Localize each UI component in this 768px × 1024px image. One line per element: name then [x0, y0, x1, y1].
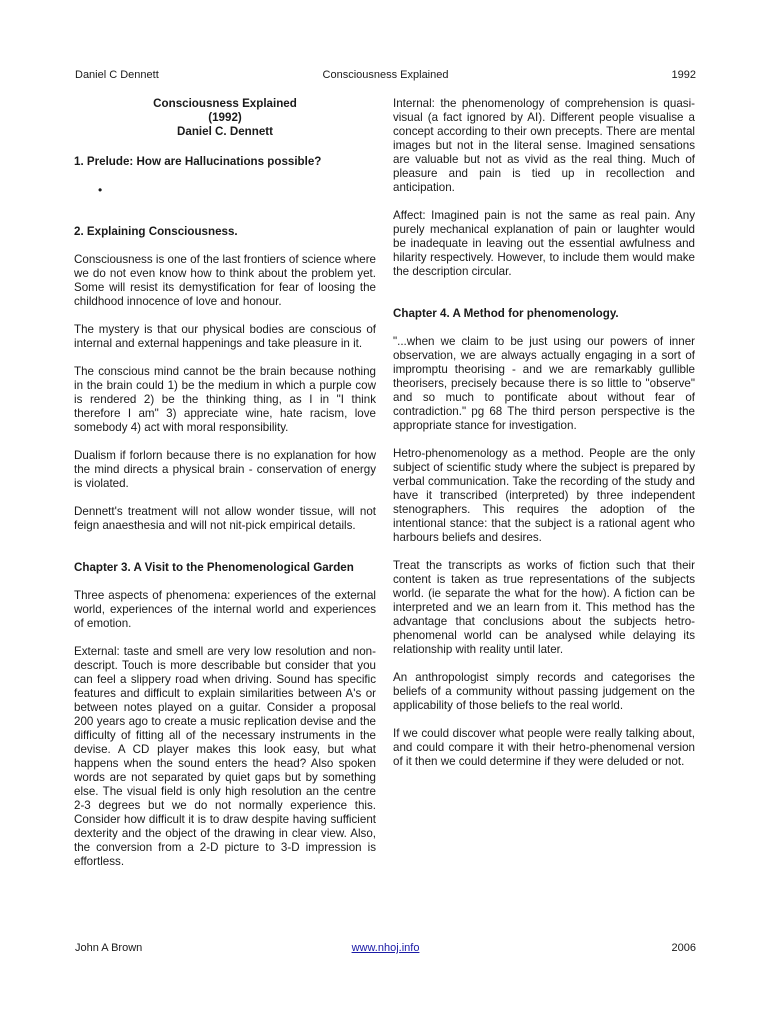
page-header	[75, 67, 696, 83]
paragraph-9: Affect: Imagined pain is not the same as real pain. Any purely mechanical explanation of pain or laughter would be inadequate in leaving out the essential awfulness and hilarity respectively. However, to include them would make the description circular.	[393, 209, 695, 278]
paragraph-8: Internal: the phenomenology of comprehension is quasi-visual (a fact ignored by AI). Different people visualise a concept according to their own precepts. There are mental images but not in the literal sense. Imagined sensations are valuable but not as vivid as the real thing. Much of pleasure and pain is tied up in recollection and anticipation.	[393, 97, 695, 194]
paragraph-5: Dennett's treatment will not allow wonder tissue, will not feign anaesthesia and will not nit-pick empirical details.	[74, 505, 376, 532]
title-line-2: (1992)	[208, 111, 242, 124]
paragraph-3: The conscious mind cannot be the brain because nothing in the brain could 1) be the medium in which a purple cow is rendered 2) be the thinking thing, as I in "I think therefore I am" 3) appreciate wine, hate racism, love somebody 4) act with moral responsibility.	[74, 365, 376, 434]
page-footer	[75, 940, 696, 956]
footer-author: John A Brown	[75, 942, 143, 954]
heading-chapter-3: Chapter 3. A Visit to the Phenomenological Garden	[74, 561, 354, 574]
document-title	[74, 97, 376, 139]
paragraph-10: "...when we claim to be just using our powers of inner observation, we are always actually engaging in a sort of impromptu theorising - and we are remarkably gullible theorisers, precisely because there is so little to "observe" and so much to pontificate about without fear of contradiction." pg 68 The third person perspective is the appropriate stance for investigation.	[393, 335, 695, 432]
paragraph-6: Three aspects of phenomena: experiences of the external world, experiences of the internal world and experiences of emotion.	[74, 589, 376, 630]
left-column	[74, 97, 376, 883]
heading-chapter-4: Chapter 4. A Method for phenomenology.	[393, 307, 619, 320]
header-author: Daniel C Dennett	[75, 69, 159, 81]
title-line-1: Consciousness Explained	[153, 97, 297, 110]
heading-explaining-consciousness: 2. Explaining Consciousness.	[74, 225, 238, 238]
title-line-3: Daniel C. Dennett	[177, 125, 273, 138]
paragraph-13: An anthropologist simply records and categorises the beliefs of a community without passing judgement on the applicability of those beliefs to the real world.	[393, 671, 695, 712]
paragraph-11: Hetro-phenomenology as a method. People are the only subject of scientific study where the subject is prepared by verbal communication. Take the recording of the study and have it transcribed (interpreted) by three independent stenographers. This requires the adoption of the intentional stance: that the subject is a rational agent who harbours beliefs and desires.	[393, 447, 695, 544]
right-column	[393, 97, 695, 783]
footer-year: 2006	[671, 942, 696, 954]
empty-bullet-item	[98, 183, 376, 197]
paragraph-7: External: taste and smell are very low resolution and non-descript. Touch is more describable but consider that you can feel a slippery road when driving. Sound has specific features and difficult to explain similarities between A's or between notes played on a guitar. Consider a proposal 200 years ago to create a music replication devise and the difficulty of fitting all of the necessary instruments in the devise. A CD player makes this look easy, but what happens when the sound enters the head? Also spoken words are not separated by quiet gaps but by something else. The visual field is only high resolution an the centre 2-3 degrees but we do not normally experience this. Consider how difficult it is to draw despite having sufficient dexterity and the object of the drawing in clear view. Also, the conversion from a 2-D picture to 3-D impression is effortless.	[74, 645, 376, 868]
paragraph-14: If we could discover what people were really talking about, and could compare it with their hetro-phenomenal version of it then we could determine if they were deluded or not.	[393, 727, 695, 768]
paragraph-4: Dualism if forlorn because there is no explanation for how the mind directs a physical brain - conservation of energy is violated.	[74, 449, 376, 490]
paragraph-2: The mystery is that our physical bodies are conscious of internal and external happenings and take pleasure in it.	[74, 323, 376, 350]
header-title: Consciousness Explained	[322, 69, 449, 81]
heading-prelude: 1. Prelude: How are Hallucinations possible?	[74, 155, 322, 168]
footer-link[interactable]: www.nhoj.info	[351, 942, 420, 954]
paragraph-12: Treat the transcripts as works of fiction such that their content is taken as true representations of the subjects world. (ie separate the what for the how). A fiction can be interpreted and we an learn from it. This method has the advantage that conclusions about the subjects hetro-phenomenal world can be analysed while delaying its relationship with reality until later.	[393, 559, 695, 656]
header-year: 1992	[671, 69, 696, 81]
paragraph-1: Consciousness is one of the last frontiers of science where we do not even know how to think about the problem yet. Some will resist its demystification for fear of loosing the childhood innocence of love and honour.	[74, 253, 376, 308]
bullet-icon: •	[98, 183, 103, 197]
